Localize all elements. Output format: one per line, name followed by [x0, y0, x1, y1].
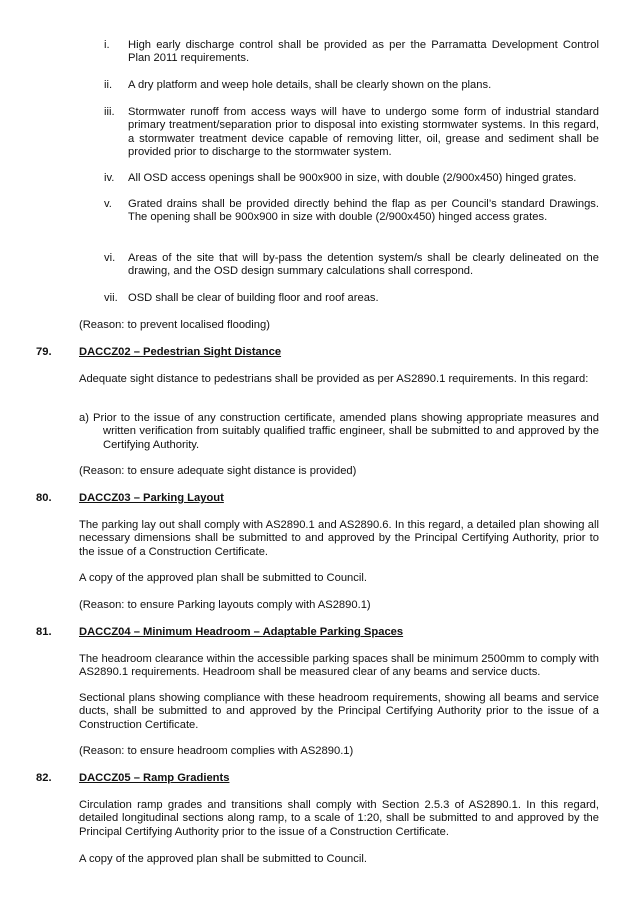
section-number: 79. — [36, 346, 52, 358]
list-item-text: Stormwater runoff from access ways will have to undergo some form of industrial standard primary treatment/separation prior to disposal into existing stormwater systems. In this regard, a stormwater treatment device capable of removing litter, oil, grease and sediment shall be provided prior to discharge to the stormwater system. — [128, 106, 599, 159]
paragraph: The parking lay out shall comply with AS2890.1 and AS2890.6. In this regard, a detailed plan showing all necessary dimensions shall be submitted to and approved by the Principal Certifying Authority, prior to the issue of a Construction Certificate. — [79, 519, 599, 558]
list-number: iii. — [104, 106, 115, 118]
list-number: vi. — [104, 252, 116, 264]
list-item-text: Grated drains shall be provided directly behind the flap as per Council’s standard Drawings. The opening shall be 900x900 in size with double (2/900x450) hinged access grates. — [128, 198, 599, 224]
list-item-text: OSD shall be clear of building floor and roof areas. — [128, 292, 379, 304]
sub-item-label: a) — [79, 412, 89, 424]
paragraph: Sectional plans showing compliance with these headroom requirements, showing all beams and service ducts, shall be submitted to and approved by the Principal Certifying Authority prior to the issue of a Construction Certificate. — [79, 692, 599, 731]
list-number: vii. — [104, 292, 118, 304]
section-heading: DACCZ02 – Pedestrian Sight Distance — [79, 346, 282, 358]
section-heading: DACCZ03 – Parking Layout — [79, 492, 224, 504]
list-number: i. — [104, 39, 110, 51]
reason-text: (Reason: to ensure adequate sight distance is provided) — [79, 465, 357, 477]
list-item-text: Areas of the site that will by-pass the detention system/s shall be clearly delineated on the drawing, and the OSD design summary calculations shall correspond. — [128, 252, 599, 278]
sub-item-text: Prior to the issue of any construction certificate, amended plans showing appropriate measures and written verification from suitably qualified traffic engineer, shall be submitted to and approved by the Certifying Authority. — [93, 412, 599, 451]
paragraph: A copy of the approved plan shall be submitted to Council. — [79, 572, 367, 584]
list-number: v. — [104, 198, 112, 210]
list-item-text: All OSD access openings shall be 900x900 in size, with double (2/900x450) hinged grates. — [128, 172, 577, 184]
paragraph: The headroom clearance within the accessible parking spaces shall be minimum 2500mm to comply with AS2890.1 requirements. Headroom shall be measured clear of any beams and service ducts. — [79, 653, 599, 679]
section-heading: DACCZ04 – Minimum Headroom – Adaptable Parking Spaces — [79, 626, 404, 638]
paragraph: A copy of the approved plan shall be submitted to Council. — [79, 853, 367, 865]
paragraph: Circulation ramp grades and transitions shall comply with Section 2.5.3 of AS2890.1. In this regard, detailed longitudinal sections along ramp, to a scale of 1:20, shall be submitted to and approved by the Principal Certifying Authority prior to the issue of a Construction Certificate. — [79, 799, 599, 838]
reason-text: (Reason: to prevent localised flooding) — [79, 319, 270, 331]
list-number: ii. — [104, 79, 113, 91]
sub-item — [79, 412, 599, 452]
section-heading: DACCZ05 – Ramp Gradients — [79, 772, 230, 784]
section-number: 80. — [36, 492, 52, 504]
list-item-text: High early discharge control shall be provided as per the Parramatta Development Control Plan 2011 requirements. — [128, 39, 599, 65]
section-number: 82. — [36, 772, 52, 784]
reason-text: (Reason: to ensure Parking layouts comply with AS2890.1) — [79, 599, 371, 611]
section-number: 81. — [36, 626, 52, 638]
reason-text: (Reason: to ensure headroom complies with AS2890.1) — [79, 745, 354, 757]
paragraph: Adequate sight distance to pedestrians shall be provided as per AS2890.1 requirements. In this regard: — [79, 373, 589, 385]
list-item-text: A dry platform and weep hole details, shall be clearly shown on the plans. — [128, 79, 492, 91]
list-number: iv. — [104, 172, 115, 184]
